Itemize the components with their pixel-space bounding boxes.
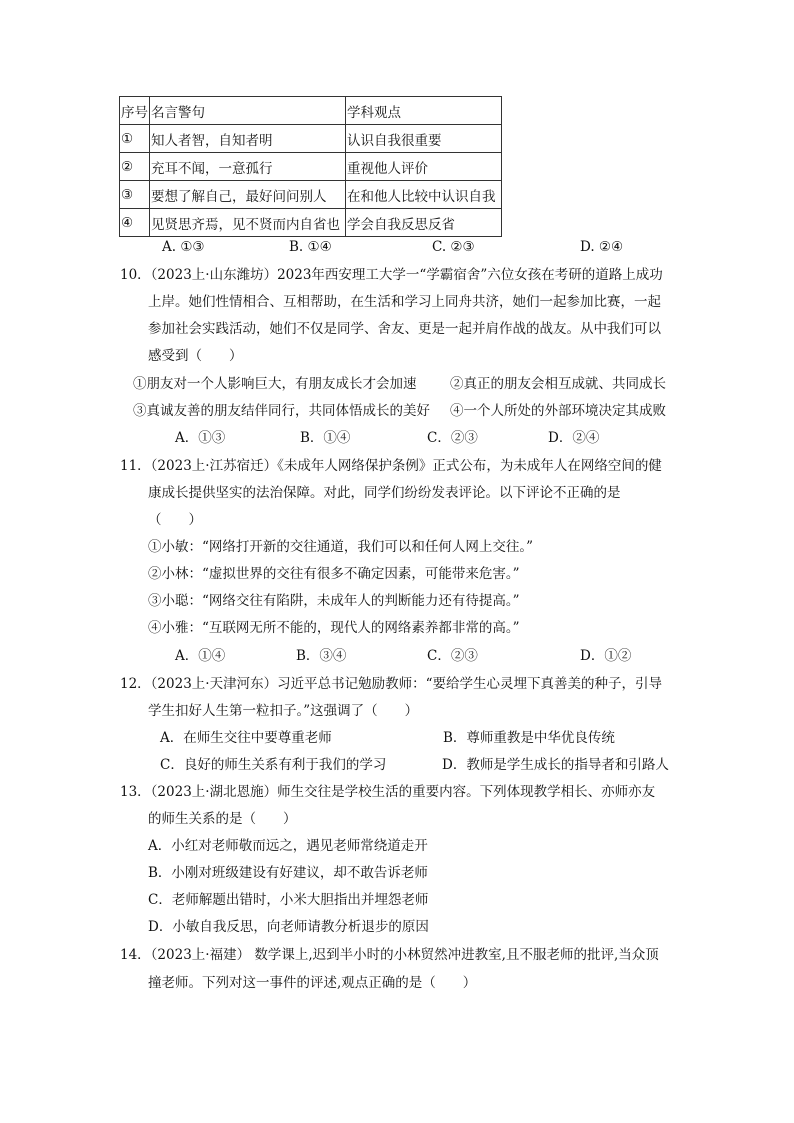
- table-header-cell: 名言警句: [150, 97, 346, 125]
- table-cell: 充耳不闻，一意孤行: [150, 153, 346, 181]
- q10-statement: ②真正的朋友会相互成就、共同成长: [450, 376, 666, 392]
- table-header-cell: 学科观点: [346, 97, 502, 125]
- q13-stem-line: 的师生关系的是（ ）: [148, 811, 297, 827]
- table-cell: 见贤思齐焉，见不贤而内自省也: [150, 209, 346, 237]
- q11-statement: ②小林：“虚拟世界的交往有很多不确定因素，可能带来危害。”: [148, 566, 520, 582]
- table-cell: 要想了解自己，最好问问别人: [150, 181, 346, 209]
- q9-option-c: C. ②③: [432, 239, 475, 255]
- q11-statement: ③小聪：“网络交往有陷阱，未成年人的判断能力还有待提高。”: [148, 593, 520, 609]
- q10-statement: ①朋友对一个人影响巨大，有朋友成长才会加速: [133, 376, 417, 392]
- table-header-cell: 序号: [120, 97, 150, 125]
- q14-stem-line: 撞老师。下列对这一事件的评述,观点正确的是（ ）: [148, 975, 477, 991]
- q11-statement: ④小雅：“互联网无所不能的，现代人的网络素养都非常的高。”: [148, 620, 520, 636]
- q13-stem-line: 13．（2023上·湖北恩施）师生交往是学校生活的重要内容。下列体现教学相长、亦师亦友: [120, 784, 656, 800]
- q10-statement: ④一个人所处的外部环境决定其成败: [450, 403, 666, 419]
- table-cell: 认识自我很重要: [346, 125, 502, 153]
- q10-option-b: B．①④: [300, 430, 351, 446]
- table-cell: ④: [120, 209, 150, 237]
- quote-table: [119, 96, 502, 237]
- table-cell: ③: [120, 181, 150, 209]
- q12-option-c: C．良好的师生关系有利于我们的学习: [160, 757, 387, 773]
- table-header-row: [120, 97, 502, 125]
- q11-stem-line: （ ）: [148, 512, 202, 528]
- q10-stem-line: 10．（2023上·山东潍坊）2023年西安理工大学一“学霸宿舍”六位女孩在考研的道路上成功: [120, 267, 663, 283]
- q10-option-a: A．①③: [175, 430, 226, 446]
- q11-option-a: A．①④: [175, 648, 226, 664]
- q12-stem-line: 12．（2023上·天津河东）习近平总书记勉励教师：“要给学生心灵埋下真善美的种子，引导: [120, 676, 662, 692]
- table-cell: 学会自我反思反省: [346, 209, 502, 237]
- q13-option-d: D．小敏自我反思，向老师请教分析退步的原因: [148, 919, 429, 935]
- q9-option-d: D. ②④: [580, 239, 624, 255]
- q11-stem-line: 11．（2023上·江苏宿迁）《未成年人网络保护条例》正式公布，为未成年人在网络空间的健: [120, 458, 662, 474]
- q11-option-d: D．①②: [580, 648, 632, 664]
- q10-option-d: D．②④: [548, 430, 600, 446]
- q13-option-a: A．小红对老师敬而远之，遇见老师常绕道走开: [148, 838, 428, 854]
- table-row: [120, 125, 502, 153]
- q12-option-b: B．尊师重教是中华优良传统: [443, 730, 615, 746]
- table-cell: 在和他人比较中认识自我: [346, 181, 502, 209]
- q11-stem-line: 康成长提供坚实的法治保障。对此，同学们纷纷发表评论。以下评论不正确的是: [148, 485, 621, 501]
- q13-option-b: B．小刚对班级建设有好建议，却不敢告诉老师: [148, 865, 428, 881]
- q10-option-c: C．②③: [427, 430, 478, 446]
- table-cell: ①: [120, 125, 150, 153]
- q10-stem-line: 参加社会实践活动，她们不仅是同学、舍友、更是一起并肩作战的战友。从中我们可以: [148, 321, 661, 337]
- table-row: [120, 181, 502, 209]
- q11-statement: ①小敏：“网络打开新的交往通道，我们可以和任何人网上交往。”: [148, 539, 534, 555]
- table-cell: 重视他人评价: [346, 153, 502, 181]
- table-row: [120, 209, 502, 237]
- q9-option-b: B. ①④: [289, 239, 332, 255]
- table-cell: ②: [120, 153, 150, 181]
- q12-stem-line: 学生扣好人生第一粒扣子。”这强调了（ ）: [148, 703, 419, 719]
- q10-stem-line: 感受到（ ）: [148, 348, 243, 364]
- q10-stem-line: 上岸。她们性情相合、互相帮助，在生活和学习上同舟共济，她们一起参加比赛，一起: [148, 294, 661, 310]
- q11-option-c: C．②③: [427, 648, 478, 664]
- q13-option-c: C．老师解题出错时，小米大胆指出并埋怨老师: [148, 892, 429, 908]
- q11-option-b: B．③④: [296, 648, 347, 664]
- q9-option-a: A. ①③: [162, 239, 205, 255]
- q12-option-a: A．在师生交往中要尊重老师: [160, 730, 332, 746]
- q10-statement: ③真诚友善的朋友结伴同行，共同体悟成长的美好: [133, 403, 430, 419]
- table-cell: 知人者智，自知者明: [150, 125, 346, 153]
- q14-stem-line: 14．（2023上·福建） 数学课上,迟到半小时的小林贸然冲进教室,且不服老师的批评,当众顶: [120, 947, 659, 963]
- q12-option-d: D．教师是学生成长的指导者和引路人: [442, 757, 669, 773]
- table-row: [120, 153, 502, 181]
